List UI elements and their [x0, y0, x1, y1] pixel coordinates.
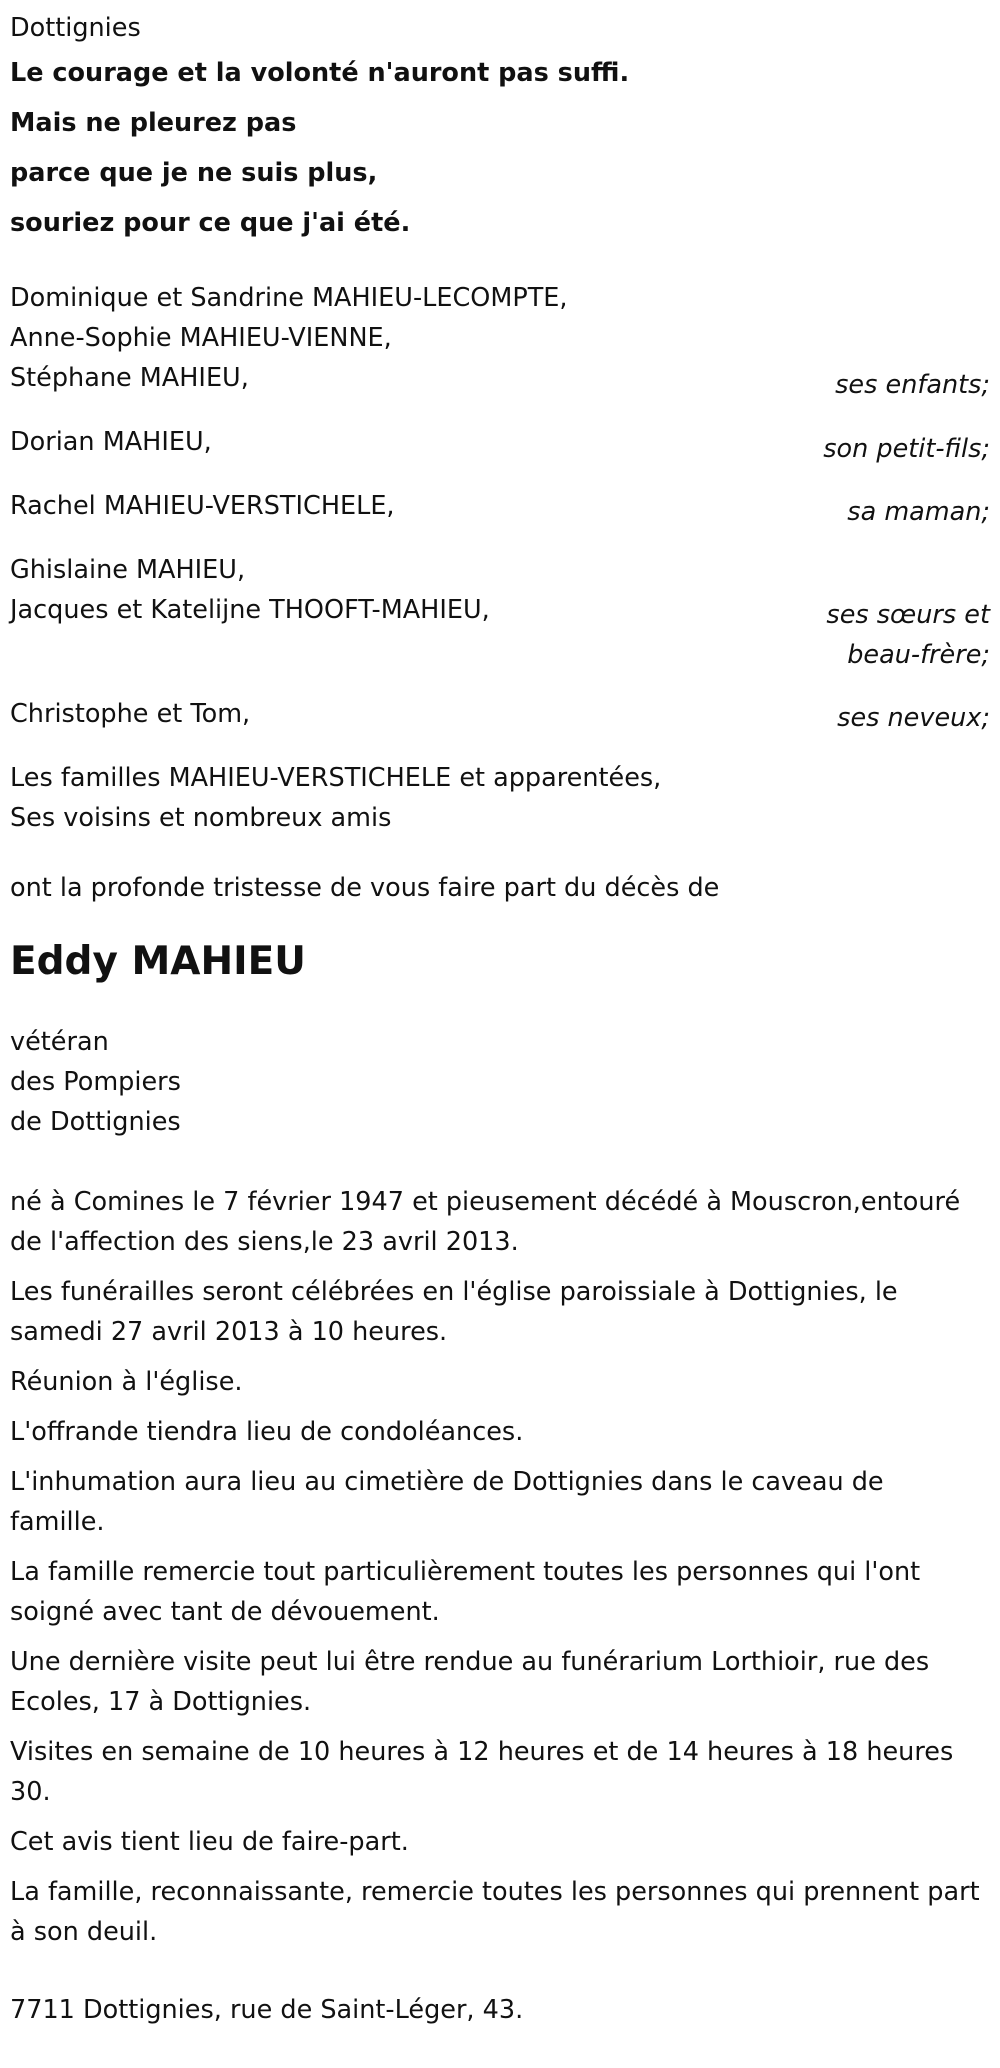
detail-paragraph: L'offrande tiendra lieu de condoléances. — [10, 1417, 524, 1447]
title-line: de Dottignies — [10, 1107, 181, 1137]
family-name-nephews: Christophe et Tom, — [10, 699, 251, 729]
family-name-children-3: Stéphane MAHIEU, — [10, 363, 249, 393]
family-name-sister-2: Jacques et Katelijne THOOFT-MAHIEU, — [10, 595, 490, 625]
poem-line: souriez pour ce que j'ai été. — [10, 208, 411, 238]
detail-paragraph: né à Comines le 7 février 1947 et pieusement décédé à Mouscron,entouré de l'affection des siens,le 23 avril 2013. — [10, 1187, 961, 1257]
obituary-notice — [10, 8, 990, 2030]
role-sisters-line-2: beau-frère; — [847, 640, 990, 670]
role-sisters-line-1: ses sœurs et — [826, 600, 990, 630]
title-line: des Pompiers — [10, 1067, 181, 1097]
family-name-sister-1: Ghislaine MAHIEU, — [10, 555, 246, 585]
role-nephews: ses neveux; — [837, 703, 990, 733]
title-line: vétéran — [10, 1027, 109, 1057]
family-address: 7711 Dottignies, rue de Saint-Léger, 43. — [10, 1995, 524, 2025]
family-name-children-1: Dominique et Sandrine MAHIEU-LECOMPTE, — [10, 283, 568, 313]
deceased-title — [10, 1022, 990, 1142]
detail-paragraph: Cet avis tient lieu de faire-part. — [10, 1827, 409, 1857]
detail-paragraph: Une dernière visite peut lui être rendue au funérarium Lorthioir, rue des Ecoles, 17 à Dottignies. — [10, 1647, 930, 1717]
poem-line: Le courage et la volonté n'auront pas suffi. — [10, 58, 630, 88]
family-name-friends: Ses voisins et nombreux amis — [10, 803, 392, 833]
detail-paragraph: L'inhumation aura lieu au cimetière de Dottignies dans le caveau de famille. — [10, 1467, 884, 1537]
role-mother: sa maman; — [847, 497, 990, 527]
deceased-name: Eddy MAHIEU — [10, 939, 306, 984]
family-list — [10, 278, 990, 838]
detail-paragraph: Visites en semaine de 10 heures à 12 heures et de 14 heures à 18 heures 30. — [10, 1737, 954, 1807]
family-name-mother: Rachel MAHIEU-VERSTICHELE, — [10, 491, 395, 521]
funeral-details — [10, 1182, 990, 1952]
poem-block — [10, 48, 990, 248]
detail-paragraph: Réunion à l'église. — [10, 1367, 243, 1397]
role-children: ses enfants; — [835, 370, 990, 400]
detail-paragraph: La famille remercie tout particulièrement toutes les personnes qui l'ont soigné avec tant de dévouement. — [10, 1557, 921, 1627]
family-name-children-2: Anne-Sophie MAHIEU-VIENNE, — [10, 323, 392, 353]
place-heading: Dottignies — [10, 13, 141, 43]
poem-line: Mais ne pleurez pas — [10, 108, 297, 138]
family-name-families: Les familles MAHIEU-VERSTICHELE et apparentées, — [10, 763, 662, 793]
detail-paragraph: La famille, reconnaissante, remercie toutes les personnes qui prennent part à son deuil. — [10, 1877, 980, 1947]
poem-line: parce que je ne suis plus, — [10, 158, 378, 188]
family-name-grandson: Dorian MAHIEU, — [10, 427, 212, 457]
announcement-text: ont la profonde tristesse de vous faire part du décès de — [10, 873, 720, 903]
detail-paragraph: Les funérailles seront célébrées en l'église paroissiale à Dottignies, le samedi 27 avril 2013 à 10 heures. — [10, 1277, 898, 1347]
role-grandson: son petit-fils; — [823, 434, 990, 464]
